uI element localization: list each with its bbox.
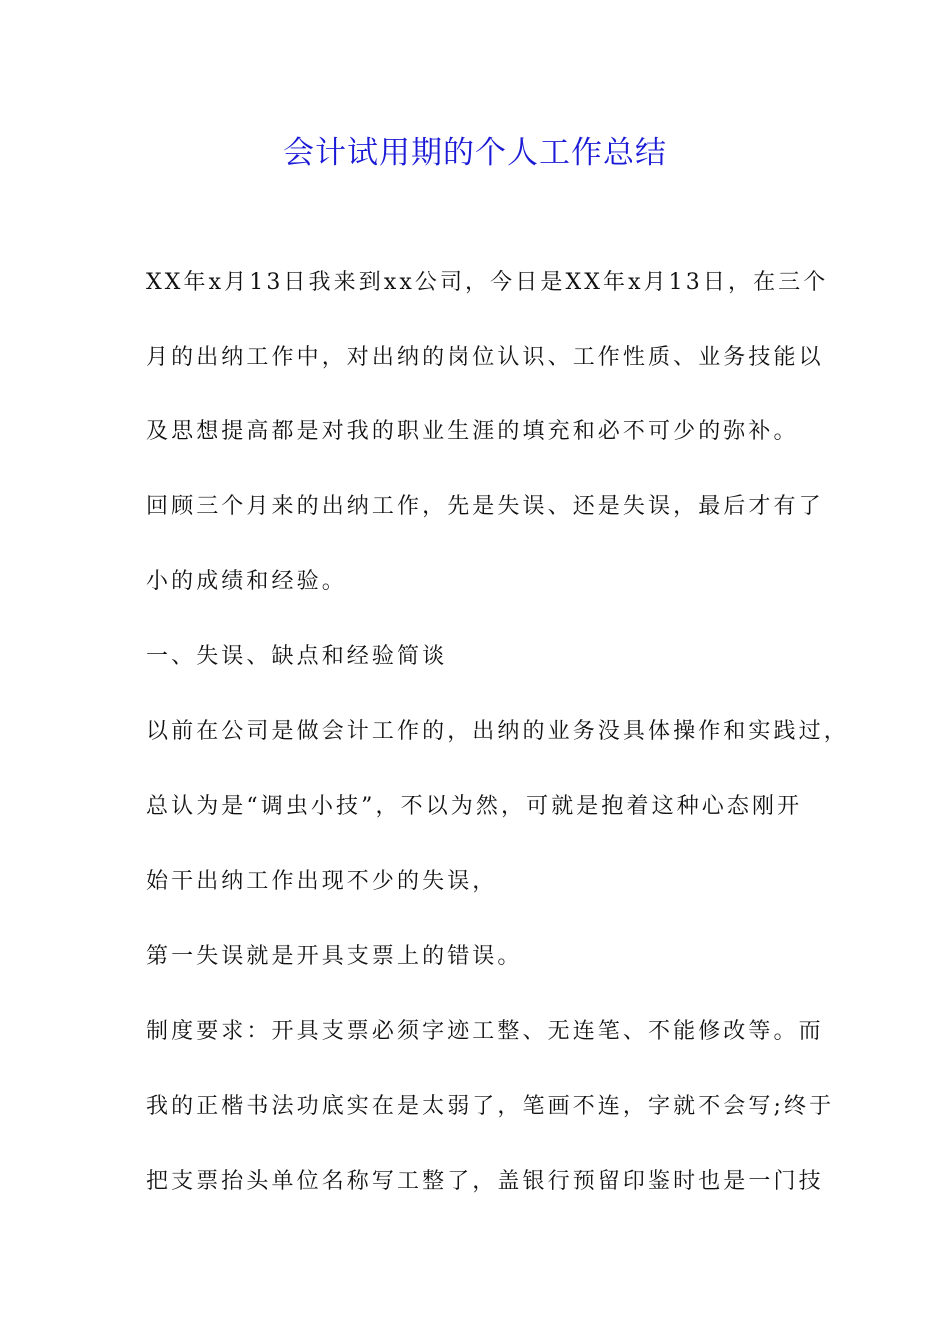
text-line: 月的出纳工作中，对出纳的岗位认识、工作性质、业务技能以 [146, 345, 824, 370]
text-line: 我的正楷书法功底实在是太弱了，笔画不连，字就不会写;终于 [146, 1094, 835, 1119]
text-line: 总认为是“调虫小技”，不以为然，可就是抱着这种心态刚开 [146, 794, 803, 819]
text-line: 把支票抬头单位名称写工整了，盖银行预留印鉴时也是一门技 [146, 1169, 824, 1194]
section-heading: 一、失误、缺点和经验简谈 [146, 644, 448, 669]
text-line: 及思想提高都是对我的职业生涯的填充和必不可少的弥补。 [146, 419, 799, 444]
text-line: 始干出纳工作出现不少的失误， [146, 869, 498, 894]
text-line: 回顾三个月来的出纳工作，先是失误、还是失误，最后才有了 [146, 494, 824, 519]
text-line: 第一失误就是开具支票上的错误。 [146, 944, 523, 969]
document-title: 会计试用期的个人工作总结 [283, 135, 667, 171]
text-line: 小的成绩和经验。 [146, 569, 347, 594]
text-line: XX年x月13日我来到xx公司，今日是XX年x月13日，在三个 [146, 270, 829, 295]
text-line: 制度要求：开具支票必须字迹工整、无连笔、不能修改等。而 [146, 1019, 824, 1044]
text-line: 以前在公司是做会计工作的，出纳的业务没具体操作和实践过， [146, 719, 849, 744]
